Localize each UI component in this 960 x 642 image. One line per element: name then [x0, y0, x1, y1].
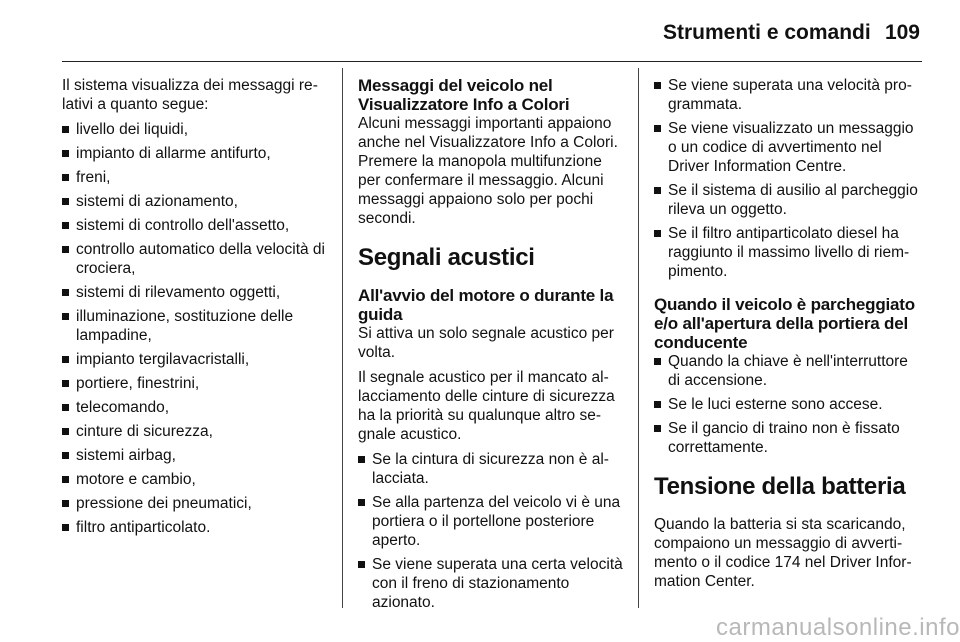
square-bullet-icon — [654, 401, 661, 408]
messages-paragraph: Alcuni messaggi importanti appaiono anche nel Visualizzatore Info a Colori. Premere la manopola multifunzione per confermare il messaggio. Alcuni messaggi appaiono solo per pochi secondi. — [358, 115, 618, 227]
watermark: carmanualsonline.info — [716, 614, 960, 641]
section-heading-engine-start: All'avvio del motore o durante la guida — [358, 286, 614, 324]
square-bullet-icon — [654, 187, 661, 194]
intro-paragraph: Il sistema visualizza dei messaggi relativi a quanto segue: — [62, 77, 318, 113]
list-item: filtro antiparticolato. — [62, 518, 327, 537]
list-item: livello dei liquidi, — [62, 120, 327, 139]
parked-signal-list — [654, 352, 922, 457]
list-item: Quando la chiave è nell'interruttore di accensione. — [654, 352, 922, 390]
square-bullet-icon — [62, 356, 69, 363]
list-item: sistemi airbag, — [62, 446, 327, 465]
list-item: Se il filtro antiparticolato diesel ha raggiunto il massimo livello di riempimento. — [654, 224, 922, 281]
list-item: illuminazione, sostituzione delle lampadine, — [62, 307, 327, 345]
square-bullet-icon — [62, 452, 69, 459]
list-item: Se il gancio di traino non è fissato correttamente. — [654, 419, 922, 457]
square-bullet-icon — [62, 222, 69, 229]
list-item: controllo automatico della velocità di crociera, — [62, 240, 327, 278]
chapter-title: Strumenti e comandi — [663, 21, 871, 44]
engine-start-paragraph: Si attiva un solo segnale acustico per volta. — [358, 325, 614, 361]
list-item: sistemi di azionamento, — [62, 192, 327, 211]
square-bullet-icon — [654, 125, 661, 132]
square-bullet-icon — [62, 524, 69, 531]
square-bullet-icon — [62, 126, 69, 133]
square-bullet-icon — [62, 404, 69, 411]
column-right — [654, 76, 922, 597]
square-bullet-icon — [62, 428, 69, 435]
acoustic-signal-list-continued — [654, 76, 922, 281]
list-item: motore e cambio, — [62, 470, 327, 489]
square-bullet-icon — [62, 198, 69, 205]
square-bullet-icon — [654, 358, 661, 365]
section-title-battery: Tensione della batteria — [654, 473, 906, 500]
square-bullet-icon — [62, 380, 69, 387]
list-item: Se alla partenza del veicolo vi è una portiera o il portellone posteriore aperto. — [358, 493, 626, 550]
list-item: Se la cintura di sicurezza non è allacciata. — [358, 450, 626, 488]
list-item: portiere, finestrini, — [62, 374, 327, 393]
section-heading-parked: Quando il veicolo è parcheggiato e/o all'apertura della portiera del conducente — [654, 295, 915, 352]
square-bullet-icon — [654, 425, 661, 432]
list-item: freni, — [62, 168, 327, 187]
square-bullet-icon — [62, 313, 69, 320]
list-item: pressione dei pneumatici, — [62, 494, 327, 513]
list-item: Se viene visualizzato un messaggio o un codice di avvertimento nel Driver Information Centre. — [654, 119, 922, 176]
square-bullet-icon — [654, 82, 661, 89]
list-item: impianto tergilavacristalli, — [62, 350, 327, 369]
list-item: impianto di allarme antifurto, — [62, 144, 327, 163]
square-bullet-icon — [62, 150, 69, 157]
list-item: sistemi di controllo dell'assetto, — [62, 216, 327, 235]
square-bullet-icon — [654, 230, 661, 237]
column-middle — [358, 76, 626, 618]
battery-paragraph: Quando la batteria si sta scaricando, compaiono un messaggio di avvertimento o il codice 174 nel Driver Information Center. — [654, 516, 912, 590]
square-bullet-icon — [62, 246, 69, 253]
column-divider — [638, 68, 639, 608]
square-bullet-icon — [358, 561, 365, 568]
square-bullet-icon — [358, 456, 365, 463]
list-item: Se viene superata una certa velocità con il freno di stazionamento azionato. — [358, 555, 626, 612]
column-left — [62, 76, 327, 543]
section-heading-messages: Messaggi del veicolo nel Visualizzatore Info a Colori — [358, 76, 570, 114]
list-item: cinture di sicurezza, — [62, 422, 327, 441]
header-rule — [62, 61, 922, 62]
column-divider — [342, 68, 343, 608]
list-item: sistemi di rilevamento oggetti, — [62, 283, 327, 302]
square-bullet-icon — [62, 500, 69, 507]
square-bullet-icon — [62, 174, 69, 181]
square-bullet-icon — [62, 289, 69, 296]
list-item: Se il sistema di ausilio al parcheggio rileva un oggetto. — [654, 181, 922, 219]
section-title-acoustic-signals: Segnali acustici — [358, 244, 535, 271]
message-topic-list — [62, 120, 327, 537]
acoustic-signal-list — [358, 450, 626, 612]
list-item: telecomando, — [62, 398, 327, 417]
seatbelt-paragraph: Il segnale acustico per il mancato allacciamento delle cinture di sicurezza ha la priorità su qualunque altro segnale acustico. — [358, 369, 615, 443]
square-bullet-icon — [62, 476, 69, 483]
list-item: Se viene superata una velocità programmata. — [654, 76, 922, 114]
list-item: Se le luci esterne sono accese. — [654, 395, 922, 414]
square-bullet-icon — [358, 499, 365, 506]
page-number: 109 — [884, 21, 920, 44]
